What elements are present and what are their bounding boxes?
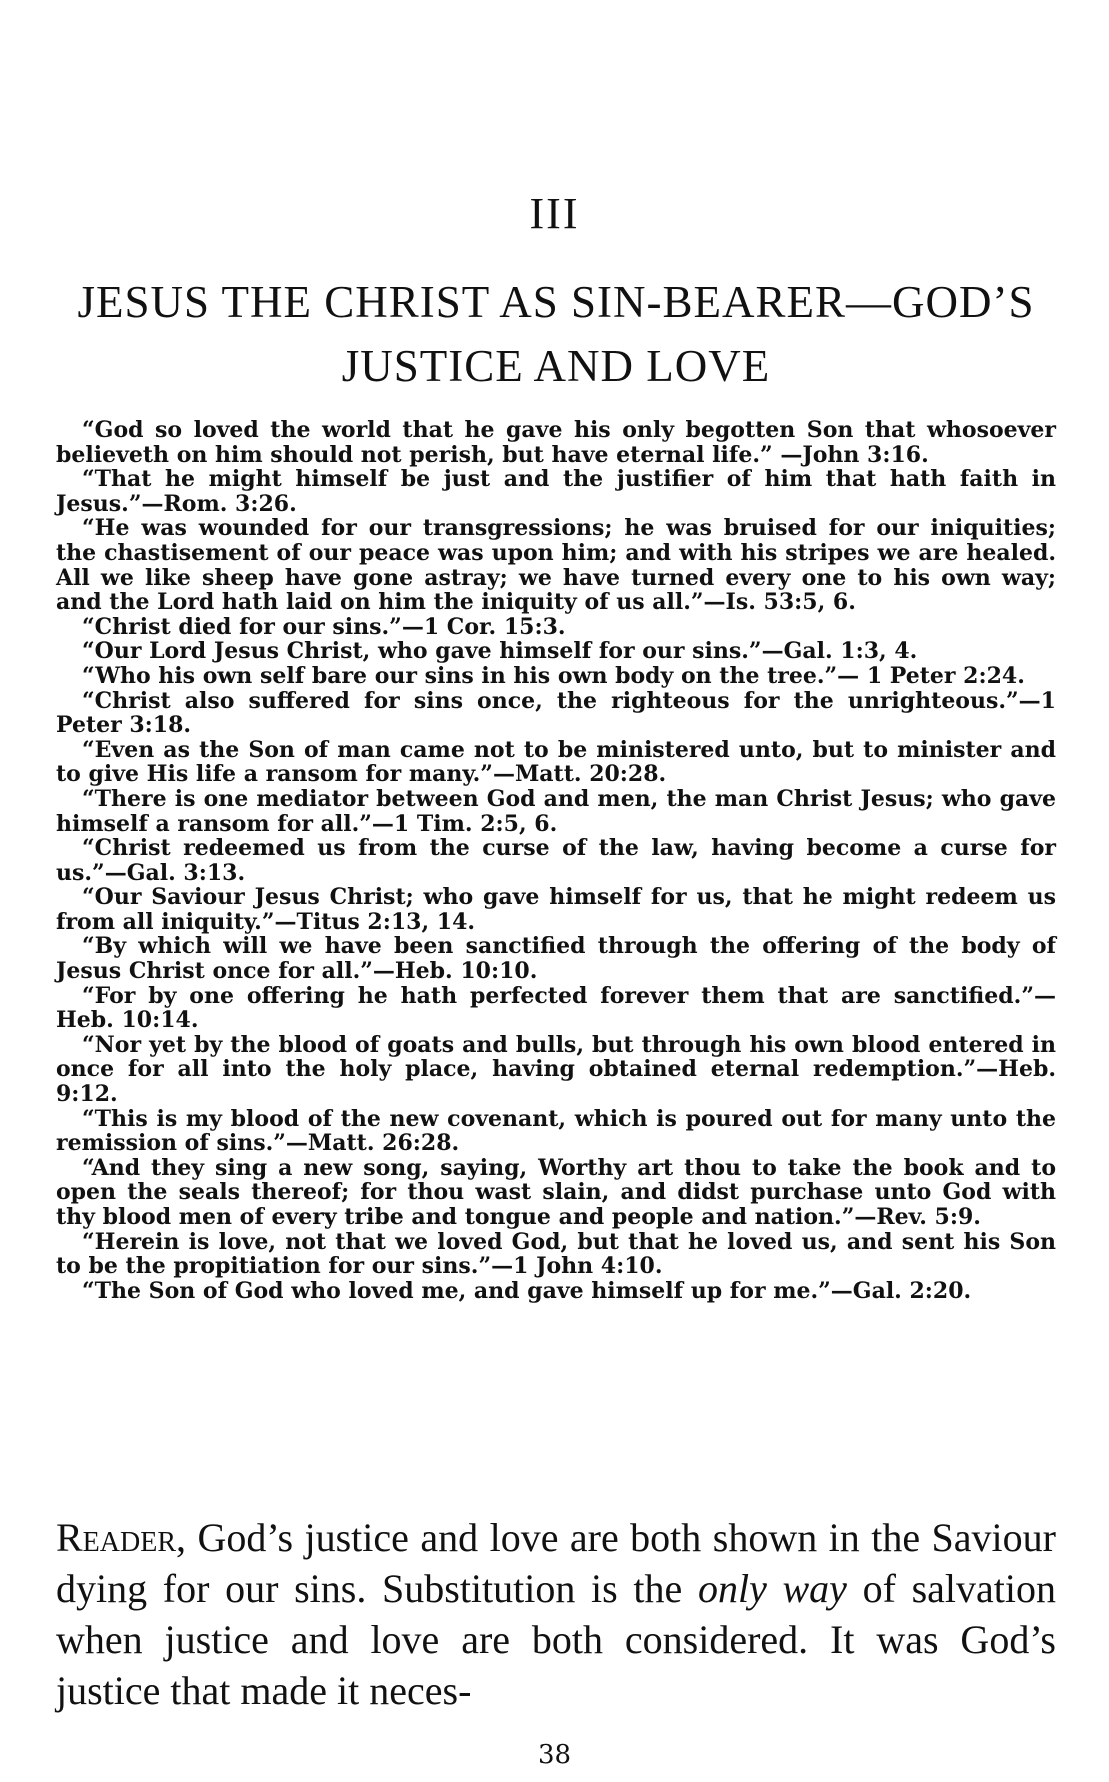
chapter-title-line-1: JESUS THE CHRIST AS SIN-BEARER—GOD’S	[77, 277, 1035, 327]
verse-quote: “Christ redeemed us from the curse of the law, having become a curse for us.”—Gal. 3:13.	[56, 835, 1056, 886]
verse-quote: “Who his own self bare our sins in his own body on the tree.”— 1 Peter 2:24.	[82, 662, 1025, 689]
verse-quote: “God so loved the world that he gave his only begotten Son that whosoever believeth on him should not perish, but have eternal life.” —John 3:16.	[56, 417, 1056, 468]
scripture-quotations	[56, 418, 1056, 1303]
chapter-title-line-2: JUSTICE AND LOVE	[341, 341, 771, 391]
emphasis-text: only way	[697, 1566, 847, 1611]
verse-quote: “This is my blood of the new covenant, which is poured out for many unto the remission of sins.”—Matt. 26:28.	[56, 1105, 1056, 1157]
chapter-number: III	[529, 189, 580, 238]
chapter-title	[56, 270, 1056, 398]
verse-quote: “The Son of God who loved me, and gave himself up for me.”—Gal. 2:20.	[82, 1277, 972, 1304]
verse-quote: “For by one offering he hath perfected forever them that are sanctified.”—Heb. 10:14.	[56, 982, 1056, 1034]
verse-quote: “That he might himself be just and the justifier of him that hath faith in Jesus.”—Rom. 3:26.	[56, 466, 1056, 517]
verse-quote: “Nor yet by the blood of goats and bulls, but through his own blood entered in once for all into the holy place, having obtained eternal redemption.”—Heb. 9:12.	[56, 1031, 1056, 1108]
verse-quote: “Even as the Son of man came not to be ministered unto, but to minister and to give His life a ransom for many.”—Matt. 20:28.	[56, 736, 1056, 788]
verse-quote: “Christ also suffered for sins once, the righteous for the unrighteous.”—1 Peter 3:18.	[56, 687, 1056, 739]
verse-quote: “There is one mediator between God and men, the man Christ Jesus; who gave himself a ransom for all.”—1 Tim. 2:5, 6.	[56, 785, 1056, 837]
verse-quote: “Our Saviour Jesus Christ; who gave himself for us, that he might redeem us from all iniquity.”—Titus 2:13, 14.	[56, 884, 1056, 935]
verse-quote: “And they sing a new song, saying, Worthy art thou to take the book and to open the seals thereof; for thou wast slain, and didst purchase unto God with thy blood men of every tribe and tongue and people and nation.”—Rev. 5:9.	[56, 1154, 1056, 1230]
body-text-part-1: God’s justice and love are both shown in the Saviour dying for our sins. Substitution is the	[56, 1515, 1056, 1611]
verse-quote: “Our Lord Jesus Christ, who gave himself for our sins.”—Gal. 1:3, 4.	[82, 638, 918, 665]
verse-quote: “He was wounded for our transgressions; he was bruised for our iniquities; the chastisement of our peace was upon him; and with his stripes we are healed. All we like sheep have gone astray; we have turned every one to his own way; and the Lord hath laid on him the iniquity of us all.”—Is. 53:5, 6.	[56, 515, 1056, 616]
lead-word: Reader,	[56, 1515, 187, 1560]
verse-quote: “Christ died for our sins.”—1 Cor. 15:3.	[82, 613, 566, 640]
body-paragraph	[56, 1512, 1056, 1716]
verse-quote: “By which will we have been sanctified through the offering of the body of Jesus Christ once for all.”—Heb. 10:10.	[56, 933, 1056, 985]
body-text-part-2: of salvation when justice and love are both considered. It was God’s justice that made it neces-	[56, 1566, 1057, 1713]
verse-quote: “Herein is love, not that we loved God, but that he loved us, and sent his Son to be the propitiation for our sins.”—1 John 4:10.	[56, 1228, 1056, 1280]
page-number: 38	[537, 1740, 572, 1770]
